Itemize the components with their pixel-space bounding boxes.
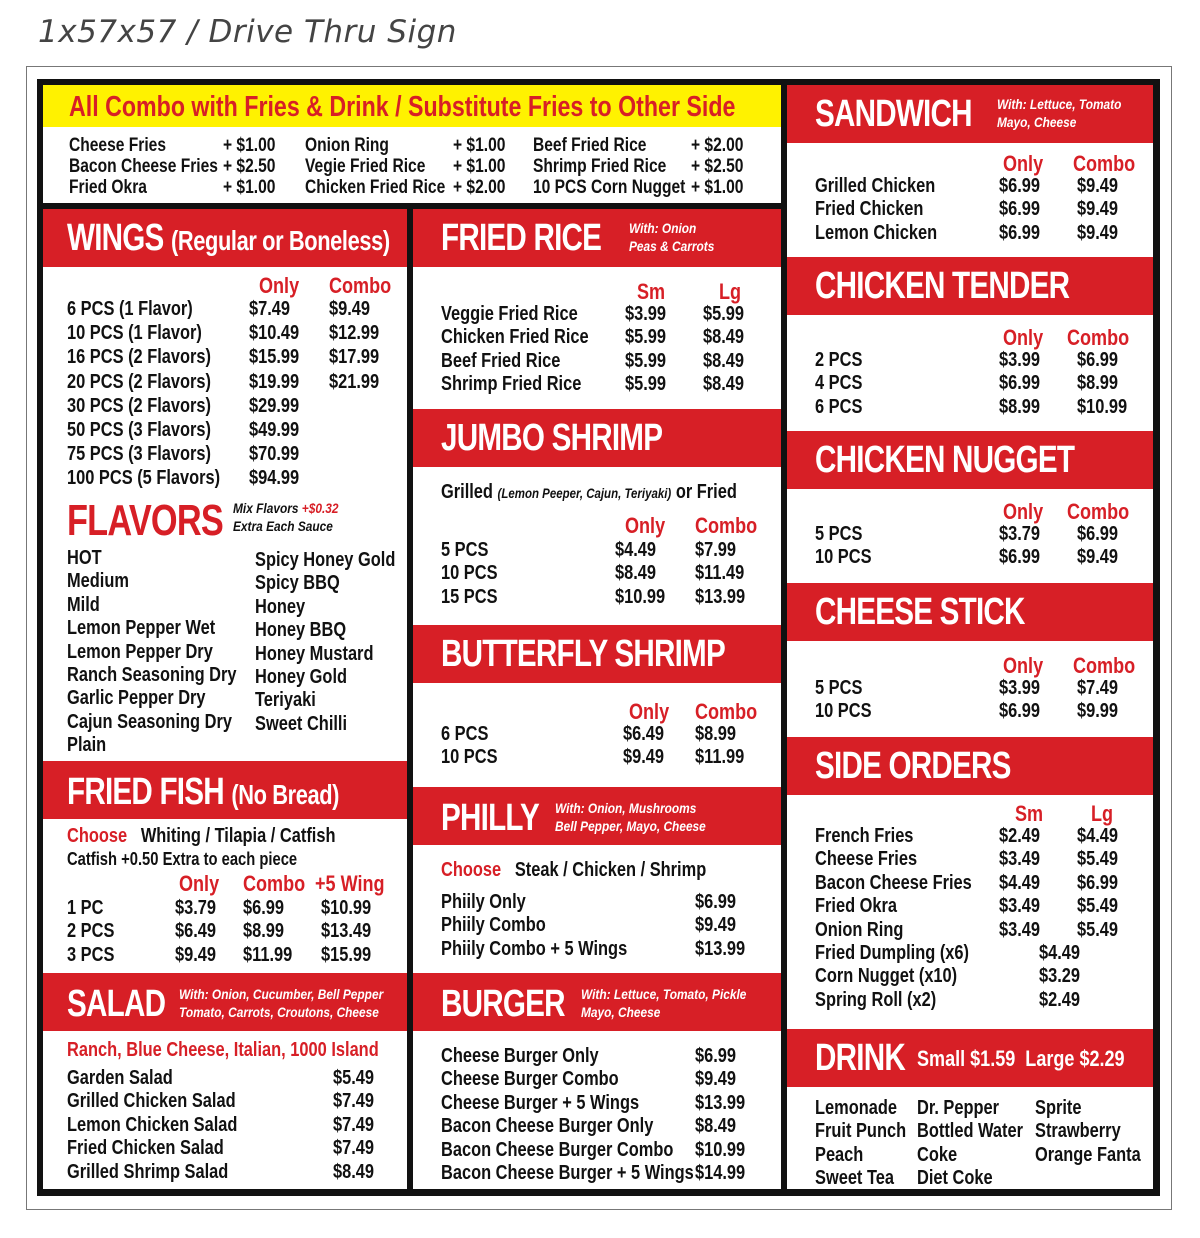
sandwich-note: With: Lettuce, Tomato Mayo, Cheese <box>997 96 1122 130</box>
wings-header <box>43 209 407 267</box>
wings-combo-prices: $9.49 $12.99 $17.99 $21.99 <box>329 298 380 393</box>
chicken-tender-header <box>787 257 1153 315</box>
cheese-combo-heading: Combo <box>1073 653 1136 678</box>
jumbo-items: 5 PCS 10 PCS 15 PCS <box>441 539 498 608</box>
jumbo-only-heading: Only <box>625 513 666 538</box>
salad-prices: $5.49 $7.49 $7.49 $7.49 $8.49 <box>333 1067 375 1183</box>
butterfly-combo-prices: $8.99 $11.99 <box>695 723 745 769</box>
burger-prices: $6.99 $9.49 $13.99 $8.49 $10.99 $14.99 <box>695 1045 746 1185</box>
philly-note: With: Onion, Mushrooms Bell Pepper, Mayo, Cheese <box>555 800 706 834</box>
rice-lg-prices: $5.99 $8.49 $8.49 $8.49 <box>703 303 745 396</box>
tender-items: 2 PCS 4 PCS 6 PCS <box>815 349 863 418</box>
sandwich-combo-heading: Combo <box>1073 151 1136 176</box>
side-single-prices: $4.49 $3.29 $2.49 <box>1039 942 1081 1011</box>
side-sm-heading: Sm <box>1015 801 1044 826</box>
banner-title: All Combo with Fries & Drink / Substitute Fries to Other Side <box>69 91 736 123</box>
fish-wing-prices: $10.99 $13.49 $15.99 <box>321 897 372 966</box>
fish-items: 1 PC 2 PCS 3 PCS <box>67 897 115 966</box>
burger-note: With: Lettuce, Tomato, Pickle Mayo, Cheese <box>581 986 747 1020</box>
side-items: French Fries Cheese Fries Bacon Cheese Fries Fried Okra Onion Ring Fried Dumpling (x6) Corn Nugget (x10) Spring Roll (x2) <box>815 825 972 1011</box>
wings-title: WINGS (Regular or Boneless) <box>67 217 390 259</box>
philly-choose: Choose Steak / Chicken / Shrimp <box>441 859 707 881</box>
left-column <box>43 209 407 1189</box>
fried-fish-title: FRIED FISH (No Bread) <box>67 771 340 813</box>
drink-col2: Dr. Pepper Bottled Water Coke Diet Coke <box>917 1097 1023 1190</box>
cheese-items: 5 PCS 10 PCS <box>815 677 872 723</box>
jumbo-grilled-line: Grilled (Lemon Peeper, Cajun, Teriyaki) or Fried <box>441 481 737 503</box>
butterfly-shrimp-header <box>413 625 781 683</box>
salad-note: With: Onion, Cucumber, Bell Pepper Tomato, Carrots, Croutons, Cheese <box>179 986 384 1020</box>
jumbo-shrimp-header <box>413 409 781 467</box>
chicken-nugget-title: CHICKEN NUGGET <box>815 439 1075 481</box>
wings-only-heading: Only <box>259 273 300 298</box>
nugget-only-prices: $3.79 $6.99 <box>999 523 1041 569</box>
drink-title: DRINK <box>815 1037 905 1079</box>
fish-combo-prices: $6.99 $8.99 $11.99 <box>243 897 293 966</box>
butterfly-combo-heading: Combo <box>695 699 758 724</box>
rice-items: Veggie Fried Rice Chicken Fried Rice Beef Fried Rice Shrimp Fried Rice <box>441 303 589 396</box>
drink-sizes: Small $1.59 Large $2.29 <box>917 1046 1125 1071</box>
rice-sm-heading: Sm <box>637 279 666 304</box>
fish-wing-heading: +5 Wing <box>315 871 385 896</box>
menu-board <box>37 79 1160 1196</box>
burger-items: Cheese Burger Only Cheese Burger Combo Cheese Burger + 5 Wings Bacon Cheese Burger Only Bacon Cheese Burger Combo Bacon Cheese Burger + 5 Wings <box>441 1045 694 1185</box>
fish-only-heading: Only <box>179 871 220 896</box>
burger-header <box>413 973 781 1031</box>
side-orders-title: SIDE ORDERS <box>815 745 1011 787</box>
flavors-col1: HOT Medium Mild Lemon Pepper Wet Lemon Pepper Dry Ranch Seasoning Dry Garlic Pepper Dry Cajun Seasoning Dry Plain <box>67 547 237 757</box>
wings-only-prices: $7.49 $10.49 $15.99 $19.99 $29.99 $49.99 $70.99 $94.99 <box>249 298 300 490</box>
flavors-col2: Spicy Honey Gold Spicy BBQ Honey Honey BBQ Honey Mustard Honey Gold Teriyaki Sweet Chilli <box>255 549 396 735</box>
sandwich-items: Grilled Chicken Fried Chicken Lemon Chicken <box>815 175 938 244</box>
fish-combo-heading: Combo <box>243 871 306 896</box>
cheese-stick-title: CHEESE STICK <box>815 591 1025 633</box>
side-lg-prices: $4.49 $5.49 $6.99 $5.49 $5.49 <box>1077 825 1119 941</box>
chicken-tender-title: CHICKEN TENDER <box>815 265 1070 307</box>
jumbo-combo-prices: $7.99 $11.49 $13.99 <box>695 539 746 608</box>
nugget-items: 5 PCS 10 PCS <box>815 523 872 569</box>
salad-items: Garden Salad Grilled Chicken Salad Lemon Chicken Salad Fried Chicken Salad Grilled Shrimp Salad <box>67 1067 238 1183</box>
tender-combo-prices: $6.99 $8.99 $10.99 <box>1077 349 1128 418</box>
fried-fish-header <box>43 761 407 819</box>
cheese-only-prices: $3.99 $6.99 <box>999 677 1041 723</box>
fried-rice-note: With: Onion Peas & Carrots <box>629 220 715 254</box>
tender-combo-heading: Combo <box>1067 325 1130 350</box>
jumbo-only-prices: $4.49 $8.49 $10.99 <box>615 539 666 608</box>
philly-header <box>413 787 781 845</box>
philly-items: Phiily Only Phiily Combo Phiily Combo + 5 Wings <box>441 891 628 960</box>
drink-col3: Sprite Strawberry Orange Fanta <box>1035 1097 1141 1166</box>
banner-col2-prices: + $1.00 + $1.00 + $2.00 <box>453 135 506 198</box>
butterfly-only-prices: $6.49 $9.49 <box>623 723 665 769</box>
butterfly-items: 6 PCS 10 PCS <box>441 723 498 769</box>
banner-col3-items: Beef Fried Rice Shrimp Fried Rice 10 PCS Corn Nugget <box>533 135 686 198</box>
right-column <box>787 85 1153 1189</box>
fish-only-prices: $3.79 $6.49 $9.49 <box>175 897 217 966</box>
jumbo-shrimp-title: JUMBO SHRIMP <box>441 417 663 459</box>
combo-banner <box>43 85 781 203</box>
wings-combo-heading: Combo <box>329 273 392 298</box>
burger-title: BURGER <box>441 983 565 1025</box>
nugget-only-heading: Only <box>1003 499 1044 524</box>
catfish-note: Catfish +0.50 Extra to each piece <box>67 849 298 869</box>
sandwich-combo-prices: $9.49 $9.49 $9.49 <box>1077 175 1119 244</box>
fried-rice-header <box>413 209 781 267</box>
salad-dressings: Ranch, Blue Cheese, Italian, 1000 Island <box>67 1039 379 1061</box>
fried-fish-choose: Choose Whiting / Tilapia / Catfish <box>67 825 336 847</box>
nugget-combo-prices: $6.99 $9.49 <box>1077 523 1119 569</box>
tender-only-heading: Only <box>1003 325 1044 350</box>
philly-prices: $6.99 $9.49 $13.99 <box>695 891 746 960</box>
butterfly-only-heading: Only <box>629 699 670 724</box>
salad-header <box>43 973 407 1031</box>
butterfly-shrimp-title: BUTTERFLY SHRIMP <box>441 633 725 675</box>
cheese-combo-prices: $7.49 $9.99 <box>1077 677 1119 723</box>
middle-column <box>413 209 781 1189</box>
flavors-note: Mix Flavors +$0.32 Extra Each Sauce <box>233 500 339 534</box>
banner-col1-prices: + $1.00 + $2.50 + $1.00 <box>223 135 276 198</box>
sign-caption: 1x57x57 / Drive Thru Sign <box>38 14 457 50</box>
jumbo-combo-heading: Combo <box>695 513 758 538</box>
flavors-title: FLAVORS <box>67 496 223 545</box>
nugget-combo-heading: Combo <box>1067 499 1130 524</box>
cheese-stick-header <box>787 583 1153 641</box>
rice-lg-heading: Lg <box>719 279 742 304</box>
banner-col1-items: Cheese Fries Bacon Cheese Fries Fried Okra <box>69 135 218 198</box>
drink-col1: Lemonade Fruit Punch Peach Sweet Tea <box>815 1097 907 1190</box>
sandwich-only-heading: Only <box>1003 151 1044 176</box>
sandwich-header <box>787 85 1153 143</box>
fried-rice-title: FRIED RICE <box>441 217 602 259</box>
rice-sm-prices: $3.99 $5.99 $5.99 $5.99 <box>625 303 667 396</box>
philly-title: PHILLY <box>441 797 539 839</box>
drink-header <box>787 1029 1153 1087</box>
wings-items: 6 PCS (1 Flavor) 10 PCS (1 Flavor) 16 PCS (2 Flavors) 20 PCS (2 Flavors) 30 PCS (2 Flavors) 50 PCS (3 Flavors) 75 PCS (3 Flavors) 100 PCS (5 Flavors) <box>67 298 221 490</box>
side-orders-header <box>787 737 1153 795</box>
sandwich-title: SANDWICH <box>815 93 972 135</box>
side-sm-prices: $2.49 $3.49 $4.49 $3.49 $3.49 <box>999 825 1041 941</box>
cheese-only-heading: Only <box>1003 653 1044 678</box>
salad-title: SALAD <box>67 983 166 1025</box>
tender-only-prices: $3.99 $6.99 $8.99 <box>999 349 1041 418</box>
banner-col2-items: Onion Ring Vegie Fried Rice Chicken Fried Rice <box>305 135 446 198</box>
chicken-nugget-header <box>787 431 1153 489</box>
sandwich-only-prices: $6.99 $6.99 $6.99 <box>999 175 1041 244</box>
side-lg-heading: Lg <box>1091 801 1114 826</box>
banner-col3-prices: + $2.00 + $2.50 + $1.00 <box>691 135 744 198</box>
